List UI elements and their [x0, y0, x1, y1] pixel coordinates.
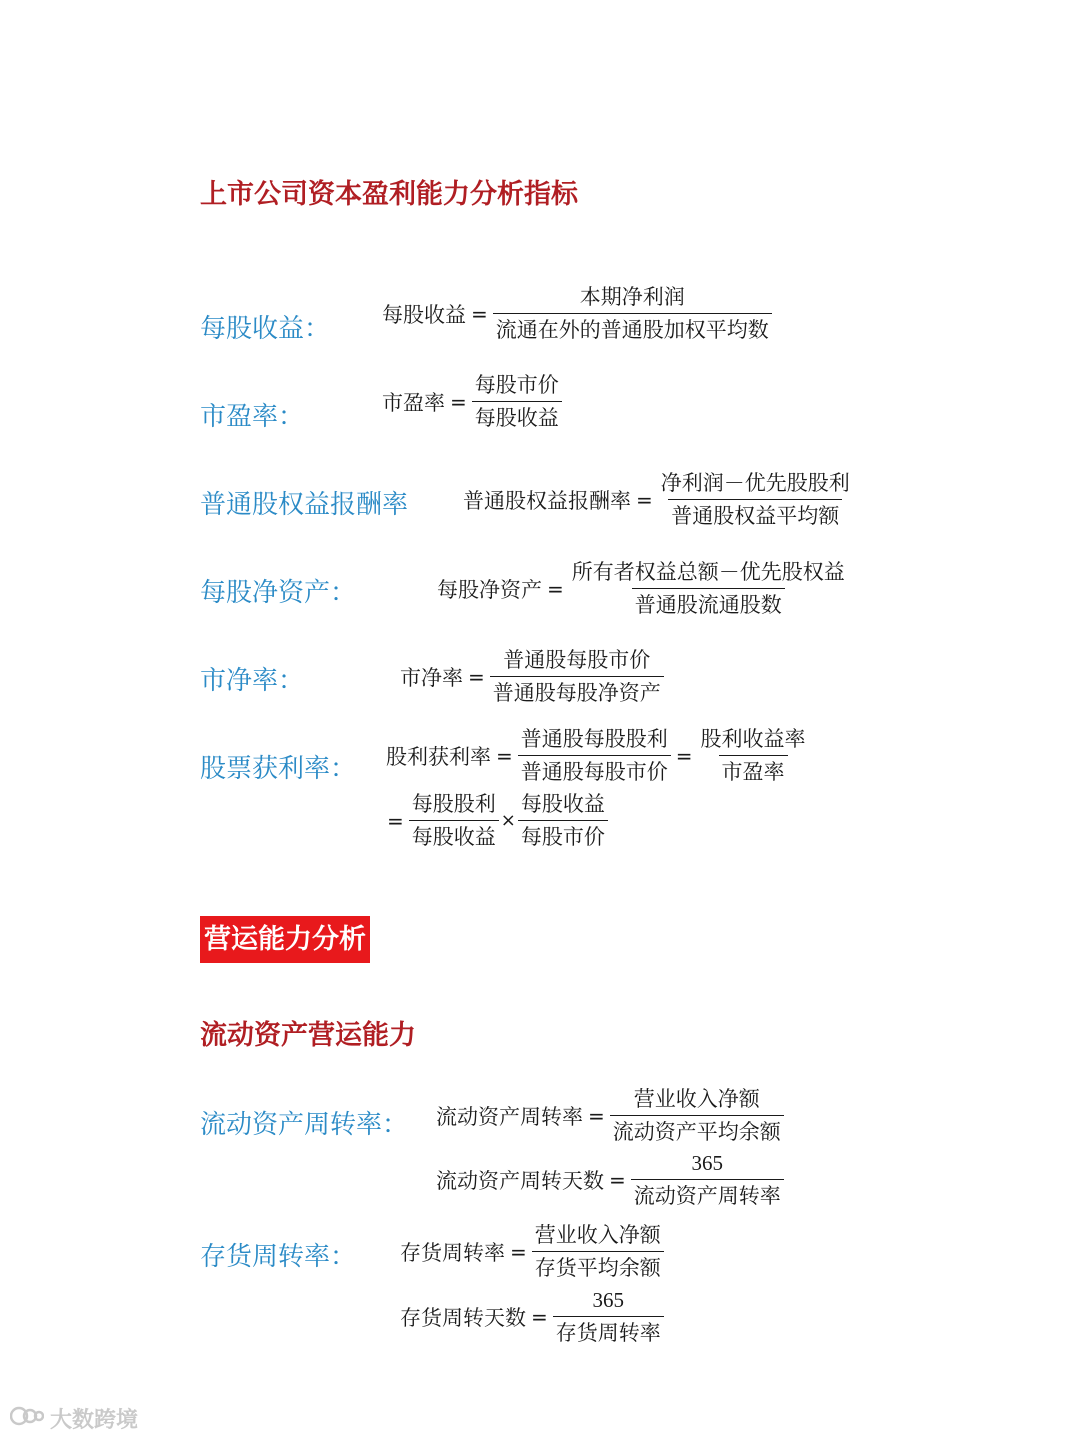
watermark-text: 大数跨境 — [50, 1408, 139, 1433]
formula-lhs: 市净率 — [400, 665, 463, 690]
numerator: 净利润－优先股股利 — [660, 471, 850, 495]
denominator: 普通股每股市价 — [518, 755, 671, 785]
label-pb: 市净率： — [200, 666, 305, 696]
fraction — [493, 284, 772, 343]
denominator: 普通股每股净资产 — [490, 676, 664, 706]
denominator: 普通股权益平均额 — [668, 499, 842, 529]
fraction — [569, 559, 848, 618]
denominator: 流动资产平均余额 — [610, 1115, 784, 1145]
formula-bvps — [437, 559, 848, 618]
fraction — [532, 1222, 664, 1281]
numerator: 本期净利润 — [579, 285, 685, 309]
formula-current-turnover-days — [436, 1150, 784, 1209]
equals-sign: = — [450, 389, 467, 414]
formula-dividend-yield-line2 — [382, 791, 608, 850]
formula-eps — [382, 284, 772, 343]
formula-lhs: 市盈率 — [382, 390, 445, 415]
equals-sign: = — [510, 1239, 527, 1264]
numerator: 每股股利 — [411, 792, 496, 816]
numerator: 股利收益率 — [700, 727, 806, 751]
watermark — [10, 1403, 138, 1434]
numerator: 普通股每股市价 — [503, 648, 651, 672]
label-bvps: 每股净资产： — [200, 578, 357, 608]
section-badge-operating-capability: 营运能力分析 — [200, 916, 370, 963]
formula-lhs: 存货周转率 — [400, 1240, 505, 1265]
numerator: 每股市价 — [474, 373, 559, 397]
formula-pe — [382, 372, 562, 431]
times-sign: × — [500, 810, 516, 831]
formula-lhs: 流动资产周转率 — [436, 1104, 583, 1129]
equals-sign: = — [547, 576, 564, 601]
label-inventory-turnover: 存货周转率： — [200, 1242, 357, 1272]
numerator: 每股收益 — [520, 792, 605, 816]
numerator: 营业收入净额 — [633, 1087, 760, 1111]
equals-sign: = — [636, 487, 653, 512]
numerator: 365 — [592, 1288, 625, 1312]
label-pe: 市盈率： — [200, 402, 305, 432]
fraction — [472, 372, 562, 431]
formula-dividend-yield-line1 — [386, 726, 809, 785]
equals-sign: = — [609, 1167, 626, 1192]
fraction — [490, 647, 664, 706]
equals-sign: = — [531, 1304, 548, 1329]
denominator: 存货周转率 — [553, 1316, 664, 1346]
formula-pb — [400, 647, 664, 706]
denominator: 流通在外的普通股加权平均数 — [493, 313, 772, 343]
fraction — [409, 791, 499, 850]
formula-lhs: 每股收益 — [382, 302, 466, 327]
numerator: 365 — [691, 1151, 724, 1175]
equals-sign: = — [588, 1103, 605, 1128]
denominator: 市盈率 — [719, 755, 788, 785]
label-eps: 每股收益： — [200, 314, 331, 344]
fraction — [553, 1287, 664, 1346]
numerator: 普通股每股股利 — [520, 727, 668, 751]
denominator: 每股收益 — [409, 820, 499, 850]
fraction — [610, 1086, 784, 1145]
formula-roe-common — [463, 470, 853, 529]
formula-current-turnover — [436, 1086, 784, 1145]
formula-lhs: 流动资产周转天数 — [436, 1168, 604, 1193]
formula-inventory-turnover — [400, 1222, 664, 1281]
denominator: 流动资产周转率 — [631, 1179, 784, 1209]
denominator: 每股市价 — [518, 820, 608, 850]
equals-sign: = — [387, 808, 404, 833]
logo-icon — [10, 1404, 44, 1434]
equals-sign: = — [471, 301, 488, 326]
denominator: 每股收益 — [472, 401, 562, 431]
formula-lhs: 股利获利率 — [386, 744, 491, 769]
section-title-capital-profitability: 上市公司资本盈利能力分析指标 — [200, 179, 578, 210]
numerator: 营业收入净额 — [534, 1223, 661, 1247]
formula-lhs: 存货周转天数 — [400, 1305, 526, 1330]
equals-sign: = — [496, 743, 513, 768]
label-dividend-yield: 股票获利率： — [200, 754, 357, 784]
label-current-turnover: 流动资产周转率： — [200, 1110, 409, 1140]
equals-sign: = — [675, 743, 693, 768]
fraction — [698, 726, 809, 785]
section-title-current-assets: 流动资产营运能力 — [200, 1020, 416, 1051]
fraction — [518, 791, 608, 850]
fraction — [631, 1150, 784, 1209]
formula-inventory-turnover-days — [400, 1287, 664, 1346]
fraction — [518, 726, 671, 785]
fraction — [658, 470, 853, 529]
formula-lhs: 普通股权益报酬率 — [463, 488, 631, 513]
equals-sign: = — [468, 664, 485, 689]
label-roe-common: 普通股权益报酬率 — [200, 490, 409, 520]
denominator: 存货平均余额 — [532, 1251, 664, 1281]
numerator: 所有者权益总额－优先股权益 — [571, 560, 845, 584]
formula-lhs: 每股净资产 — [437, 577, 542, 602]
denominator: 普通股流通股数 — [632, 588, 785, 618]
